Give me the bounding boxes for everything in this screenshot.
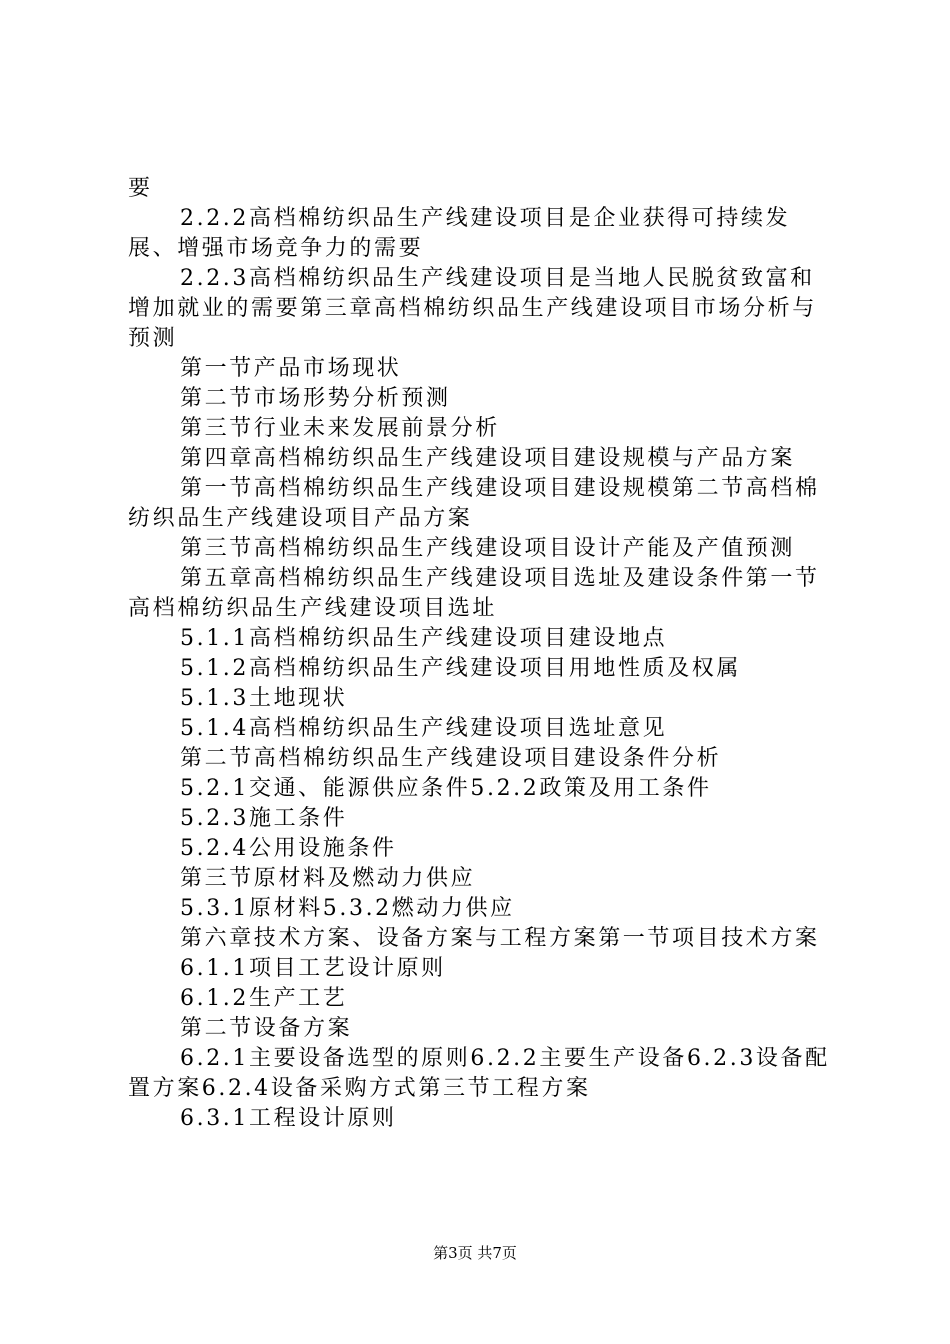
paragraph: 第五章高档棉纺织品生产线建设项目选址及建设条件第一节高档棉纺织品生产线建设项目选址 [128, 566, 820, 621]
paragraph: 2.2.2高档棉纺织品生产线建设项目是企业获得可持续发展、增强市场竞争力的需要 [128, 206, 791, 261]
paragraph: 5.1.1高档棉纺织品生产线建设项目建设地点 [180, 626, 668, 651]
paragraph: 第二节市场形势分析预测 [180, 386, 451, 411]
paragraph: 6.3.1工程设计原则 [180, 1106, 397, 1131]
paragraph: 第三节行业未来发展前景分析 [180, 416, 500, 441]
page-footer [0, 1243, 950, 1263]
document-body [128, 174, 834, 1134]
paragraph: 5.1.3土地现状 [180, 686, 348, 711]
paragraph: 要 [128, 176, 153, 201]
paragraph: 6.1.2生产工艺 [180, 986, 348, 1011]
paragraph: 5.2.1交通、能源供应条件5.2.2政策及用工条件 [180, 776, 712, 801]
paragraph: 第一节产品市场现状 [180, 356, 402, 381]
paragraph: 第一节高档棉纺织品生产线建设项目建设规模第二节高档棉纺织品生产线建设项目产品方案 [128, 476, 820, 531]
paragraph: 第三节高档棉纺织品生产线建设项目设计产能及产值预测 [180, 536, 796, 561]
paragraph: 第六章技术方案、设备方案与工程方案第一节项目技术方案 [180, 926, 820, 951]
paragraph: 5.1.2高档棉纺织品生产线建设项目用地性质及权属 [180, 656, 741, 681]
paragraph: 2.2.3高档棉纺织品生产线建设项目是当地人民脱贫致富和增加就业的需要第三章高档棉纺织品生产线建设项目市场分析与预测 [128, 266, 817, 351]
paragraph: 第二节高档棉纺织品生产线建设项目建设条件分析 [180, 746, 722, 771]
paragraph: 5.1.4高档棉纺织品生产线建设项目选址意见 [180, 716, 668, 741]
page-number: 第3页 共7页 [433, 1244, 517, 1262]
paragraph: 第三节原材料及燃动力供应 [180, 866, 476, 891]
paragraph: 6.2.1主要设备选型的原则6.2.2主要生产设备6.2.3设备配置方案6.2.4设备采购方式第三节工程方案 [128, 1046, 830, 1101]
paragraph: 6.1.1项目工艺设计原则 [180, 956, 446, 981]
paragraph: 第四章高档棉纺织品生产线建设项目建设规模与产品方案 [180, 446, 796, 471]
paragraph: 5.2.3施工条件 [180, 806, 348, 831]
paragraph: 第二节设备方案 [180, 1016, 353, 1041]
paragraph: 5.2.4公用设施条件 [180, 836, 397, 861]
paragraph: 5.3.1原材料5.3.2燃动力供应 [180, 896, 515, 921]
